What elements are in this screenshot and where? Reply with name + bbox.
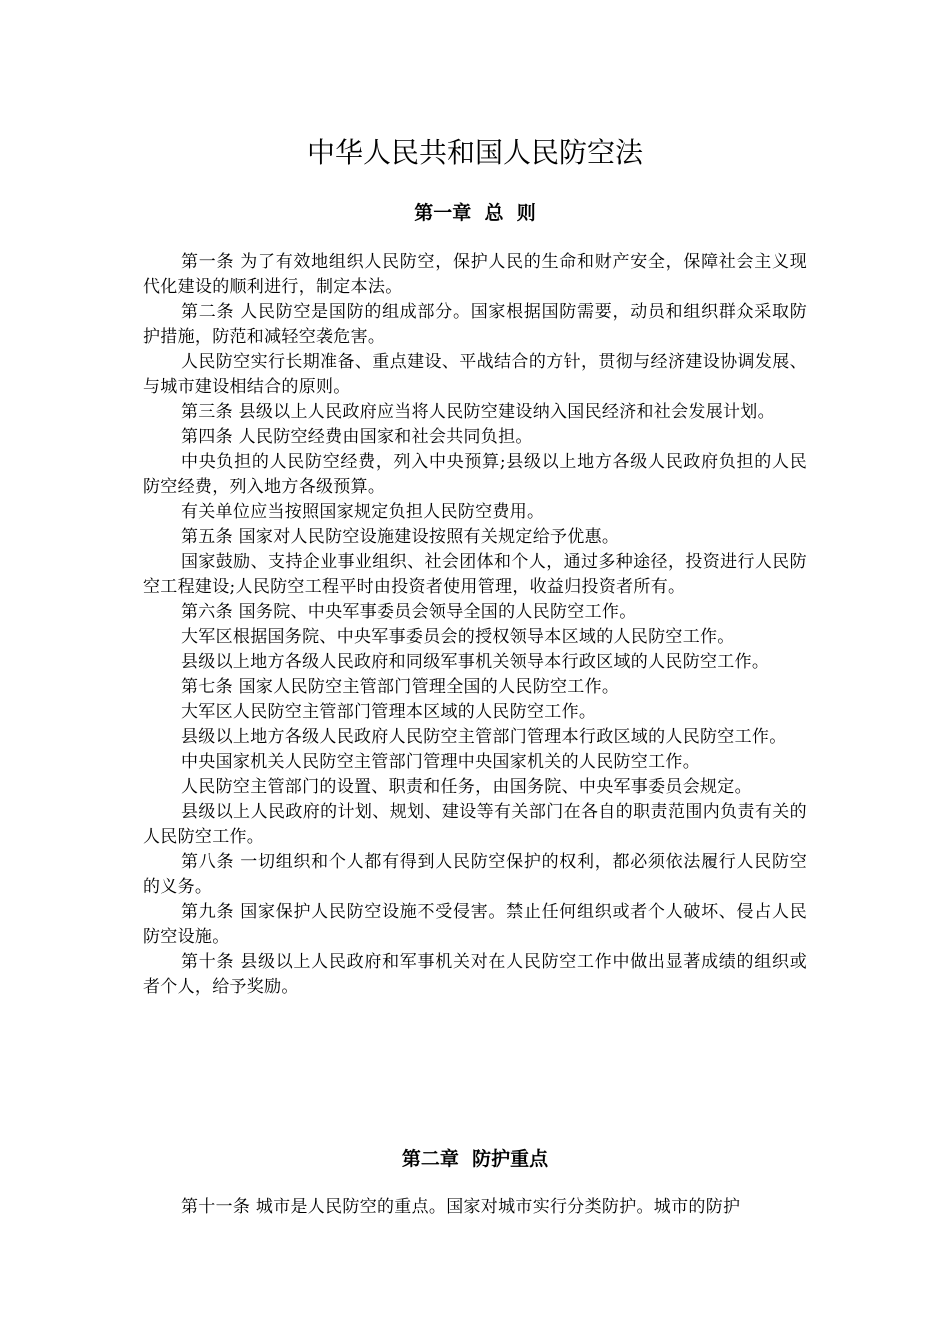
paragraph: 县级以上地方各级人民政府人民防空主管部门管理本行政区域的人民防空工作。 xyxy=(181,727,787,747)
paragraph: 第一条 为了有效地组织人民防空，保护人民的生命和财产安全，保障社会主义现代化建设的顺利进行，制定本法。 xyxy=(143,252,807,297)
paragraph: 第七条 国家人民防空主管部门管理全国的人民防空工作。 xyxy=(181,677,620,697)
paragraph: 国家鼓励、支持企业事业组织、社会团体和个人，通过多种途径，投资进行人民防空工程建设;人民防空工程平时由投资者使用管理，收益归投资者所有。 xyxy=(143,552,807,597)
paragraph: 第九条 国家保护人民防空设施不受侵害。禁止任何组织或者个人破坏、侵占人民防空设施。 xyxy=(143,902,807,947)
paragraph: 第五条 国家对人民防空设施建设按照有关规定给予优惠。 xyxy=(181,527,620,547)
paragraph: 第三条 县级以上人民政府应当将人民防空建设纳入国民经济和社会发展计划。 xyxy=(181,402,775,422)
paragraph: 第二条 人民防空是国防的组成部分。国家根据国防需要，动员和组织群众采取防护措施，防范和减轻空袭危害。 xyxy=(143,302,807,347)
paragraph: 县级以上地方各级人民政府和同级军事机关领导本行政区域的人民防空工作。 xyxy=(181,652,770,672)
paragraph: 大军区根据国务院、中央军事委员会的授权领导本区域的人民防空工作。 xyxy=(181,627,735,647)
paragraph: 人民防空主管部门的设置、职责和任务，由国务院、中央军事委员会规定。 xyxy=(181,777,752,797)
chapter-heading: 第二章 防护重点 xyxy=(401,1148,549,1170)
chapter-heading: 第一章 总 则 xyxy=(414,202,536,224)
paragraph: 中央国家机关人民防空主管部门管理中央国家机关的人民防空工作。 xyxy=(181,752,700,772)
paragraph: 第四条 人民防空经费由国家和社会共同负担。 xyxy=(181,427,533,447)
paragraph: 大军区人民防空主管部门管理本区域的人民防空工作。 xyxy=(181,702,597,722)
paragraph: 中央负担的人民防空经费，列入中央预算;县级以上地方各级人民政府负担的人民防空经费，列入地方各级预算。 xyxy=(143,452,807,497)
paragraph: 第十一条 城市是人民防空的重点。国家对城市实行分类防护。城市的防护 xyxy=(181,1197,741,1217)
document-title: 中华人民共和国人民防空法 xyxy=(306,136,643,169)
paragraph: 人民防空实行长期准备、重点建设、平战结合的方针，贯彻与经济建设协调发展、与城市建设相结合的原则。 xyxy=(143,352,807,397)
paragraph: 第八条 一切组织和个人都有得到人民防空保护的权利，都必须依法履行人民防空的义务。 xyxy=(143,852,807,897)
paragraph: 第六条 国务院、中央军事委员会领导全国的人民防空工作。 xyxy=(181,602,637,622)
paragraph: 有关单位应当按照国家规定负担人民防空费用。 xyxy=(181,502,545,522)
chapter-body xyxy=(143,250,807,1000)
paragraph: 县级以上人民政府的计划、规划、建设等有关部门在各自的职责范围内负责有关的人民防空工作。 xyxy=(143,802,807,847)
chapter-body xyxy=(143,1195,807,1220)
paragraph: 第十条 县级以上人民政府和军事机关对在人民防空工作中做出显著成绩的组织或者个人，给予奖励。 xyxy=(143,952,807,997)
